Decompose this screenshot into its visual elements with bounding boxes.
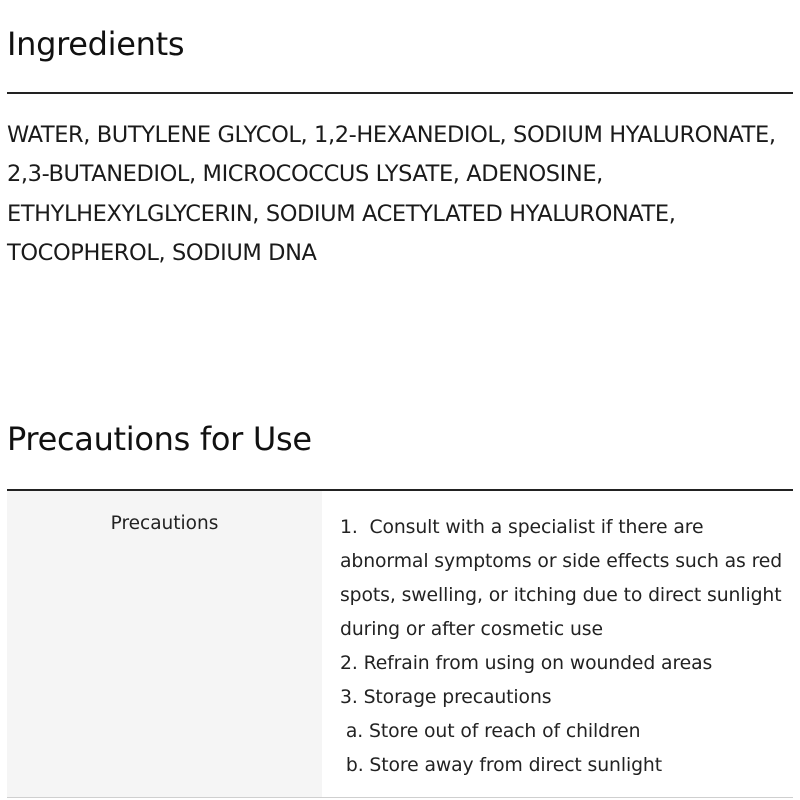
precaution-line: 3. Storage precautions — [340, 687, 552, 708]
precautions-label: Precautions — [110, 513, 219, 534]
precaution-line: a. Store out of reach of children — [340, 721, 641, 742]
precaution-line: 1. Consult with a specialist if there are — [340, 517, 704, 538]
ingredients-list: WATER, BUTYLENE GLYCOL, 1,2-HEXANEDIOL, SODIUM HYALURONATE, 2,3-BUTANEDIOL, MICROCOCCUS LYSATE, ADENOSINE, ETHYLHEXYLGLYCERIN, SODIUM ACETYLATED HYALURONATE, TOCOPHEROL, SODIUM DNA — [7, 122, 776, 266]
precautions-heading: Precautions for Use — [7, 420, 312, 458]
precautions-table — [7, 491, 793, 798]
precaution-line: during or after cosmetic use — [340, 619, 603, 640]
precautions-label-cell — [7, 491, 322, 797]
precaution-line: spots, swelling, or itching due to direct sunlight — [340, 585, 782, 606]
precaution-line: abnormal symptoms or side effects such as red — [340, 551, 783, 572]
ingredients-divider — [7, 92, 793, 94]
ingredients-heading: Ingredients — [7, 25, 185, 63]
precaution-line: b. Store away from direct sunlight — [340, 755, 662, 776]
precaution-line: 2. Refrain from using on wounded areas — [340, 653, 713, 674]
precautions-content-cell — [322, 491, 793, 797]
